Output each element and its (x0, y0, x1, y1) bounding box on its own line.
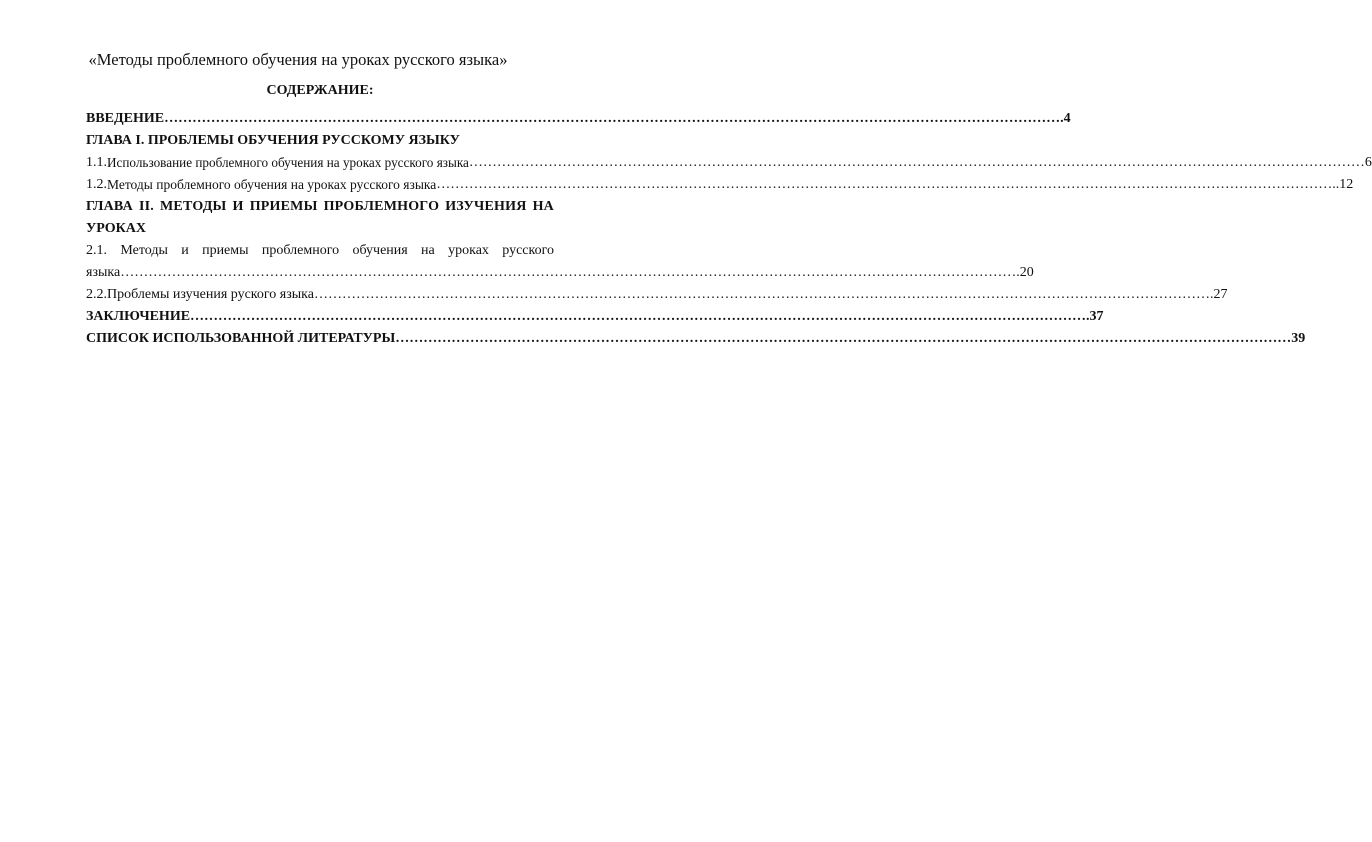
toc-page-number: 39 (1291, 331, 1306, 346)
toc-entry-text: языка (86, 265, 121, 280)
toc-chapter-1 (86, 130, 554, 152)
dot-leader: ………………………………………………………………………………………………………………………………………………………………………… (313, 287, 1210, 302)
toc-page-number: .37 (1086, 309, 1104, 324)
toc-entry-conclusion (86, 306, 1104, 328)
toc-entry-text: Проблемы изучения руского языка (107, 287, 314, 302)
dot-leader: ………………………………………………………………………………………………………………………………………………………………………… (164, 111, 1061, 126)
toc-entry-introduction (86, 108, 1071, 130)
toc-page-number: .20 (1016, 265, 1034, 280)
toc-entry-2-2 (86, 284, 1228, 306)
toc-entry-text: ВВЕДЕНИЕ (86, 111, 165, 126)
dot-leader: ………………………………………………………………………………………………………………………………………………………………………… (190, 309, 1087, 324)
toc-entry-references (86, 328, 1306, 350)
dot-leader: ………………………………………………………………………………………………………………………………………………………………………… (395, 331, 1292, 346)
contents-heading: СОДЕРЖАНИЕ: (266, 83, 374, 98)
toc-entry-text: Использование проблемного обучения на уроках русского языка (107, 155, 469, 170)
toc-page-number: ..12 (1332, 177, 1354, 192)
toc-page-number: 6 (1364, 155, 1372, 170)
toc-entry-1-2 (86, 174, 1354, 196)
toc-entry-2-1-line-2 (86, 262, 1034, 284)
toc-chapter-2-line-1: ГЛАВА II. МЕТОДЫ И ПРИЕМЫ ПРОБЛЕМНОГО ИЗУЧЕНИЯ НА (86, 199, 554, 214)
dot-leader: ………………………………………………………………………………………………………………………………………………………………………… (120, 265, 1017, 280)
toc-section-number: 1.1. (86, 155, 107, 170)
toc-entry-2-1-line-1: 2.1. Методы и приемы проблемного обучения на уроках русского (86, 243, 554, 258)
toc-chapter-2-line-2: УРОКАХ (86, 221, 147, 236)
document-title: «Методы проблемного обучения на уроках русского языка» (88, 50, 508, 69)
dot-leader: ………………………………………………………………………………………………………………………………………………………………………… (436, 177, 1333, 192)
toc-entry-text: ГЛАВА I. ПРОБЛЕМЫ ОБУЧЕНИЯ РУССКОМУ ЯЗЫКУ (86, 133, 460, 148)
toc-section-number: 1.2. (86, 177, 107, 192)
toc-section-number: 2.2. (86, 287, 107, 302)
toc-entry-text: Методы проблемного обучения на уроках русского языка (107, 177, 437, 192)
toc-page-number: .4 (1060, 111, 1071, 126)
dot-leader: ………………………………………………………………………………………………………………………………………………………………………… (468, 155, 1365, 170)
toc-page-number: .27 (1209, 287, 1228, 302)
toc-entry-1-1 (86, 152, 1372, 174)
toc-entry-text: ЗАКЛЮЧЕНИЕ (86, 309, 191, 324)
table-of-contents (86, 108, 1372, 350)
toc-entry-text: СПИСОК ИСПОЛЬЗОВАННОЙ ЛИТЕРАТУРЫ (86, 331, 396, 346)
